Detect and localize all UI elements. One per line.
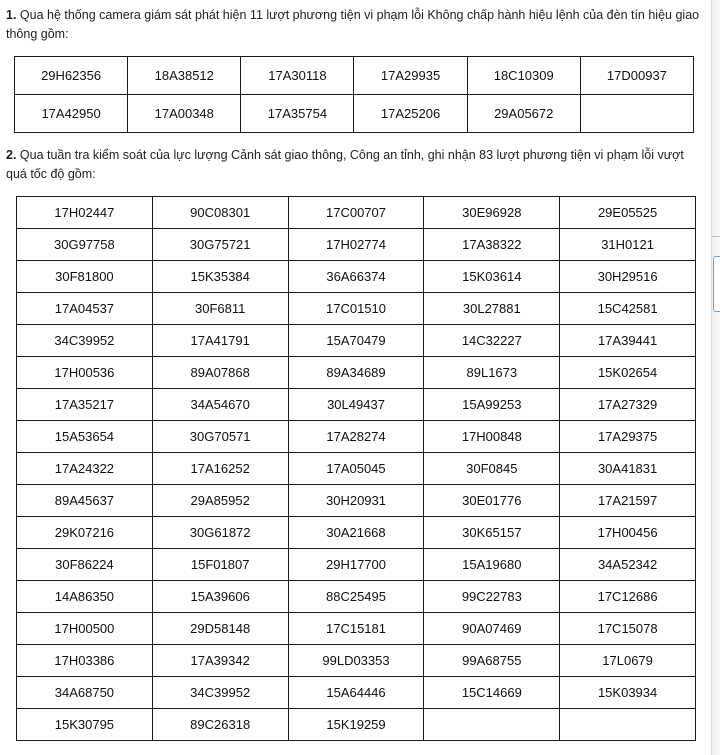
plate-number-cell: 15K03614 <box>424 261 560 293</box>
plate-number-cell: 15C42581 <box>560 293 696 325</box>
plate-number-cell: 30G75721 <box>152 229 288 261</box>
plate-number-cell: 30G61872 <box>152 517 288 549</box>
plate-number-cell: 17C15181 <box>288 613 424 645</box>
plate-number-cell: 90C08301 <box>152 197 288 229</box>
table-row <box>17 197 696 229</box>
plate-number-cell: 89A45637 <box>17 485 153 517</box>
plate-number-cell: 99C22783 <box>424 581 560 613</box>
table-row <box>17 229 696 261</box>
speeding-violation-table-body <box>17 197 696 741</box>
edge-divider <box>712 236 720 237</box>
plate-number-cell: 89L1673 <box>424 357 560 389</box>
table-row <box>17 613 696 645</box>
table-row <box>17 453 696 485</box>
speeding-violation-table <box>16 196 696 741</box>
plate-number-cell: 17H00536 <box>17 357 153 389</box>
plate-number-cell: 15A99253 <box>424 389 560 421</box>
section-1-text: Qua hệ thống camera giám sát phát hiện 11 lượt phương tiện vi phạm lỗi Không chấp hành hiệu lệnh của đèn tín hiệu giao thông gồm: <box>6 8 700 41</box>
plate-number-cell: 29D58148 <box>152 613 288 645</box>
plate-number-cell: 29E05525 <box>560 197 696 229</box>
plate-number-cell: 89C26318 <box>152 709 288 741</box>
table-row <box>17 677 696 709</box>
plate-number-cell: 99LD03353 <box>288 645 424 677</box>
plate-number-cell: 30F81800 <box>17 261 153 293</box>
table-row <box>17 549 696 581</box>
plate-number-cell: 17A38322 <box>424 229 560 261</box>
plate-number-cell: 31H0121 <box>560 229 696 261</box>
plate-number-cell: 89A07868 <box>152 357 288 389</box>
plate-number-cell: 30G97758 <box>17 229 153 261</box>
table-row <box>17 421 696 453</box>
plate-number-cell: 15K03934 <box>560 677 696 709</box>
red-light-violation-table <box>14 56 694 133</box>
plate-number-cell: 15F01807 <box>152 549 288 581</box>
plate-number-cell: 17C12686 <box>560 581 696 613</box>
table-row <box>17 709 696 741</box>
plate-number-cell: 17A04537 <box>17 293 153 325</box>
plate-number-cell: 30F6811 <box>152 293 288 325</box>
scrollbar-track[interactable] <box>711 0 720 755</box>
plate-number-cell: 17A29935 <box>354 57 467 95</box>
plate-number-cell: 30A21668 <box>288 517 424 549</box>
plate-number-cell: 15K35384 <box>152 261 288 293</box>
plate-number-cell: 34C39952 <box>152 677 288 709</box>
empty-cell <box>424 709 560 741</box>
plate-number-cell: 17H00500 <box>17 613 153 645</box>
plate-number-cell: 17A05045 <box>288 453 424 485</box>
plate-number-cell: 36A66374 <box>288 261 424 293</box>
plate-number-cell: 14C32227 <box>424 325 560 357</box>
plate-number-cell: 15A53654 <box>17 421 153 453</box>
table-row <box>17 293 696 325</box>
plate-number-cell: 17A00348 <box>128 95 241 133</box>
plate-number-cell: 17A39441 <box>560 325 696 357</box>
plate-number-cell: 17A25206 <box>354 95 467 133</box>
plate-number-cell: 34C39952 <box>17 325 153 357</box>
table-row <box>15 95 694 133</box>
plate-number-cell: 17L0679 <box>560 645 696 677</box>
plate-number-cell: 18C10309 <box>467 57 580 95</box>
table-row <box>17 261 696 293</box>
plate-number-cell: 15A19680 <box>424 549 560 581</box>
plate-number-cell: 34A54670 <box>152 389 288 421</box>
plate-number-cell: 29A05672 <box>467 95 580 133</box>
red-light-violation-table-body <box>15 57 694 133</box>
table-row <box>17 325 696 357</box>
plate-number-cell: 15A64446 <box>288 677 424 709</box>
section-2-text: Qua tuần tra kiểm soát của lực lượng Cảnh sát giao thông, Công an tỉnh, ghi nhận 83 lượt phương tiện vi phạm lỗi vượt quá tốc độ gồm: <box>6 148 684 181</box>
plate-number-cell: 89A34689 <box>288 357 424 389</box>
table-row <box>17 581 696 613</box>
plate-number-cell: 29H17700 <box>288 549 424 581</box>
plate-number-cell: 17A21597 <box>560 485 696 517</box>
plate-number-cell: 17H02447 <box>17 197 153 229</box>
plate-number-cell: 14A86350 <box>17 581 153 613</box>
table-row <box>17 645 696 677</box>
plate-number-cell: 17A24322 <box>17 453 153 485</box>
plate-number-cell: 30L27881 <box>424 293 560 325</box>
plate-number-cell: 17D00937 <box>580 57 693 95</box>
section-1-number: 1. <box>6 8 17 22</box>
table-row <box>17 517 696 549</box>
plate-number-cell: 15C14669 <box>424 677 560 709</box>
plate-number-cell: 30E01776 <box>424 485 560 517</box>
plate-number-cell: 17A35217 <box>17 389 153 421</box>
plate-number-cell: 17A30118 <box>241 57 354 95</box>
plate-number-cell: 15A39606 <box>152 581 288 613</box>
plate-number-cell: 15K30795 <box>17 709 153 741</box>
plate-number-cell: 17C01510 <box>288 293 424 325</box>
plate-number-cell: 17H00848 <box>424 421 560 453</box>
plate-number-cell: 17A41791 <box>152 325 288 357</box>
plate-number-cell: 30G70571 <box>152 421 288 453</box>
plate-number-cell: 29H62356 <box>15 57 128 95</box>
plate-number-cell: 30A41831 <box>560 453 696 485</box>
table-row <box>17 357 696 389</box>
plate-number-cell: 17A39342 <box>152 645 288 677</box>
plate-number-cell: 29A85952 <box>152 485 288 517</box>
plate-number-cell: 34A52342 <box>560 549 696 581</box>
plate-number-cell: 30E96928 <box>424 197 560 229</box>
plate-number-cell: 17H02774 <box>288 229 424 261</box>
section-2-number: 2. <box>6 148 17 162</box>
plate-number-cell: 99A68755 <box>424 645 560 677</box>
plate-number-cell: 88C25495 <box>288 581 424 613</box>
empty-cell <box>580 95 693 133</box>
plate-number-cell: 30L49437 <box>288 389 424 421</box>
plate-number-cell: 17A27329 <box>560 389 696 421</box>
empty-cell <box>560 709 696 741</box>
plate-number-cell: 18A38512 <box>128 57 241 95</box>
table-row <box>17 389 696 421</box>
plate-number-cell: 90A07469 <box>424 613 560 645</box>
side-panel-tab[interactable] <box>713 256 720 312</box>
plate-number-cell: 34A68750 <box>17 677 153 709</box>
plate-number-cell: 17A29375 <box>560 421 696 453</box>
plate-number-cell: 30H29516 <box>560 261 696 293</box>
plate-number-cell: 17A28274 <box>288 421 424 453</box>
plate-number-cell: 29K07216 <box>17 517 153 549</box>
plate-number-cell: 17H00456 <box>560 517 696 549</box>
section-1-paragraph <box>6 6 706 44</box>
plate-number-cell: 17C00707 <box>288 197 424 229</box>
plate-number-cell: 30F86224 <box>17 549 153 581</box>
table-row <box>17 485 696 517</box>
plate-number-cell: 15A70479 <box>288 325 424 357</box>
section-2-paragraph <box>6 146 706 184</box>
plate-number-cell: 17C15078 <box>560 613 696 645</box>
plate-number-cell: 17A42950 <box>15 95 128 133</box>
plate-number-cell: 17A35754 <box>241 95 354 133</box>
plate-number-cell: 30F0845 <box>424 453 560 485</box>
table-row <box>15 57 694 95</box>
plate-number-cell: 17A16252 <box>152 453 288 485</box>
plate-number-cell: 30K65157 <box>424 517 560 549</box>
plate-number-cell: 17H03386 <box>17 645 153 677</box>
plate-number-cell: 15K02654 <box>560 357 696 389</box>
plate-number-cell: 15K19259 <box>288 709 424 741</box>
plate-number-cell: 30H20931 <box>288 485 424 517</box>
